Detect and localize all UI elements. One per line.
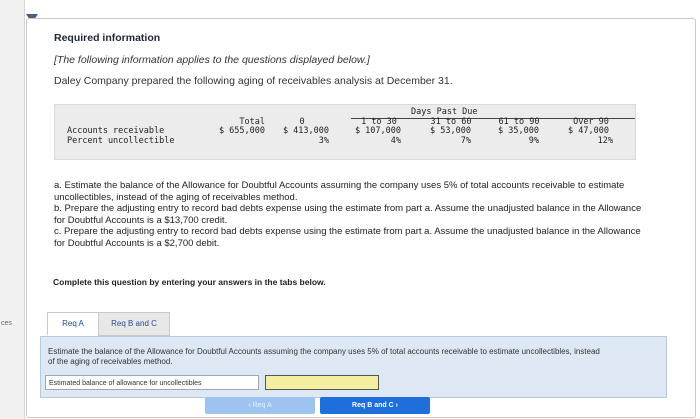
chevron-right-icon: › [393,402,398,409]
col-header-total: Total [239,117,265,127]
question-list [54,180,644,249]
information-note: [The following information applies to the questions displayed below.] [54,54,370,66]
col-header-31-60: 31 to 60 [430,117,472,127]
next-req-button[interactable] [320,397,430,414]
chevron-left-icon: ‹ [248,402,253,409]
aging-table [54,104,636,160]
ar-61-90: $ 35,000 [498,126,539,136]
days-past-due-header: Days Past Due [411,107,478,117]
ar-total: $ 655,000 [218,126,265,136]
prev-req-button[interactable] [205,397,315,414]
pct-31-60: 7% [460,136,471,146]
pct-1-30: 4% [390,136,401,146]
instruction-text: Complete this question by entering your answers in the tabs below. [53,277,326,287]
row-label-percent-uncollectible: Percent uncollectible [67,136,175,146]
panel-instruction: Estimate the balance of the Allowance for Doubtful Accounts assuming the company uses 5% of total accounts receivable to estimate uncollectibles, instead of the aging of receivables method. [48,347,600,366]
pct-current: 3% [318,136,329,146]
answer-label: Estimated balance of allowance for uncollectibles [45,375,259,390]
next-label: Req B and C [352,402,394,409]
question-c: c. Prepare the adjusting entry to record bad debts expense using the estimate from part a. Assume the unadjusted balance in the Allowance for Doubtful Accounts is a $2,700 debit. [54,226,641,249]
ar-31-60: $ 53,000 [430,126,471,136]
tab-req-b-and-c[interactable]: Req B and C [98,312,170,336]
problem-intro: Daley Company prepared the following aging of receivables analysis at December 31. [54,75,453,87]
ar-over-90: $ 47,000 [568,126,609,136]
question-a: a. Estimate the balance of the Allowance for Doubtful Accounts assuming the company uses 5% of total accounts receivable to estimate uncollectibles, instead of the aging of receivables method. [54,180,625,203]
tab-req-a[interactable]: Req A [47,312,99,335]
col-header-1-30: 1 to 30 [361,117,397,127]
prev-label: Req A [252,402,272,409]
pct-over-90: 12% [597,136,613,146]
row-label-accounts-receivable: Accounts receivable [67,126,165,136]
requirement-tabs [47,312,627,334]
required-information-heading: Required information [54,32,161,44]
col-header-over-90: Over 90 [573,117,609,127]
col-header-61-90: 61 to 90 [498,117,540,127]
sidebar-label: ces [1,320,12,327]
col-header-current: 0 [299,117,305,127]
ar-1-30: $ 107,000 [354,126,401,136]
question-b: b. Prepare the adjusting entry to record bad debts expense using the estimate from part a. Assume the unadjusted balance in the Allowance for Doubtful Accounts is a $13,700 credit. [54,203,642,226]
left-sidebar [0,0,25,419]
estimated-allowance-input[interactable] [265,375,379,390]
ar-current: $ 413,000 [282,126,329,136]
pct-61-90: 9% [528,136,539,146]
